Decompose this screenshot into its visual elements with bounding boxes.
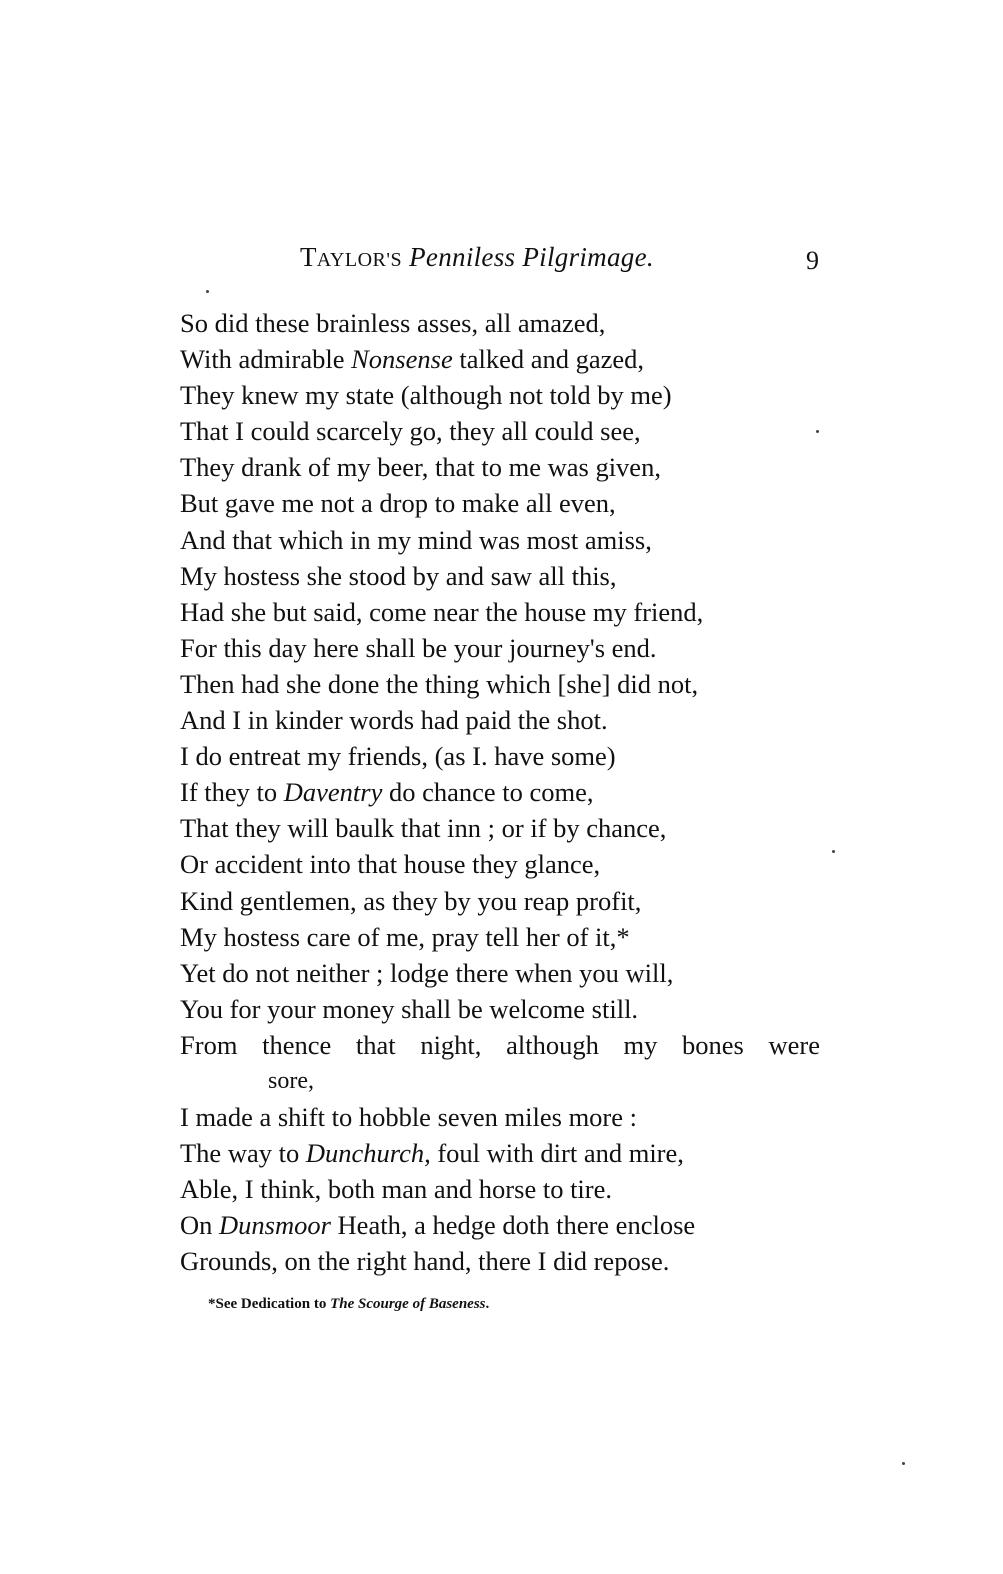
author-initial: T: [300, 242, 317, 272]
poem-line-text: Yet do not neither ; lodge there when you will,: [180, 957, 674, 988]
poem-line-text: From thence that night, although my bones were: [180, 1029, 820, 1060]
poem-line-text: That I could scarcely go, they all could see,: [180, 416, 641, 447]
poem-line-text: That they will baulk that inn ; or if by chance,: [180, 813, 667, 844]
poem-line: [180, 630, 830, 666]
poem-line-text: talked and gazed,: [452, 344, 644, 375]
poem-line-text: And that which in my mind was most amiss,: [180, 524, 652, 555]
poem-line: [180, 702, 830, 738]
poem-line-place-name: Dunsmoor: [219, 1210, 331, 1241]
poem-line: [180, 413, 830, 449]
poem-line-text: Had she but said, come near the house my friend,: [180, 596, 704, 627]
poem-line-text: So did these brainless asses, all amazed,: [180, 308, 606, 338]
poem-line: [180, 305, 830, 341]
author-name: AYLOR'S: [316, 249, 403, 271]
poem-line: [180, 1243, 830, 1279]
print-speck: [206, 290, 209, 293]
poem-line: [180, 522, 830, 558]
poem-line: [180, 955, 830, 991]
page-number: 9: [806, 246, 819, 275]
poem-line-text: For this day here shall be your journey's end.: [180, 632, 657, 663]
poem-line-text: Grounds, on the right hand, there I did repose.: [180, 1246, 670, 1277]
poem-line: [180, 991, 830, 1027]
book-title: Penniless Pilgrimage.: [409, 242, 654, 272]
poem-line: [180, 485, 830, 521]
footnote-title: The Scourge of Baseness: [330, 1296, 486, 1312]
poem-line-text: I do entreat my friends, (as I. have some): [180, 741, 616, 772]
poem-line: [180, 774, 830, 810]
poem-line-text: foul with dirt and mire,: [430, 1138, 684, 1169]
poem-line: [180, 810, 830, 846]
poem-line-place-name: Daventry: [283, 777, 383, 808]
poem-line: [180, 594, 830, 630]
poem-line: [180, 1171, 830, 1207]
poem-line: [180, 1027, 830, 1063]
poem-verse: [180, 305, 830, 1280]
poem-line-place-name: Nonsense: [351, 344, 453, 375]
poem-line-place-name: Dunchurch,: [305, 1138, 431, 1169]
poem-line: [180, 666, 830, 702]
poem-line-text: My hostess care of me, pray tell her of it,*: [180, 921, 630, 952]
poem-line-text: do chance to come,: [382, 777, 594, 808]
poem-line-text: You for your money shall be welcome still.: [180, 993, 639, 1024]
poem-line-text: Then had she done the thing which [she] did not,: [180, 668, 699, 699]
poem-line: [180, 341, 830, 377]
poem-line-text: Or accident into that house they glance,: [180, 849, 601, 880]
footnote-prefix: *See Dedication to: [208, 1296, 331, 1312]
poem-line: [180, 883, 830, 919]
poem-line-justified: [180, 1027, 820, 1063]
poem-line: [180, 738, 830, 774]
poem-line: [180, 1063, 830, 1099]
poem-line: [180, 377, 830, 413]
poem-line: [180, 449, 830, 485]
poem-line: [180, 558, 830, 594]
poem-line: [180, 1207, 830, 1243]
poem-line-text: Able, I think, both man and horse to tire.: [180, 1174, 613, 1205]
poem-line-text: But gave me not a drop to make all even,: [180, 488, 616, 519]
poem-line-text: If they to: [180, 777, 284, 808]
poem-line-text: With admirable: [180, 344, 352, 375]
poem-line: [180, 846, 830, 882]
footnote: [208, 1296, 489, 1313]
print-speck: [902, 1462, 905, 1465]
poem-line-text: The way to: [180, 1138, 306, 1169]
poem-line: [180, 1135, 830, 1171]
print-speck: [832, 850, 835, 853]
print-speck: [816, 430, 819, 433]
poem-line-text: And I in kinder words had paid the shot.: [180, 705, 608, 736]
poem-line-text: sore,: [268, 1067, 314, 1094]
poem-line-text: They drank of my beer, that to me was given,: [180, 452, 661, 483]
poem-line-text: My hostess she stood by and saw all this,: [180, 560, 617, 591]
poem-line: [180, 919, 830, 955]
footnote-suffix: .: [485, 1296, 490, 1312]
poem-line-text: Heath, a hedge doth there enclose: [330, 1210, 696, 1241]
poem-line-text: On: [180, 1210, 220, 1241]
poem-line: [180, 1099, 830, 1135]
poem-line-text: I made a shift to hobble seven miles more :: [180, 1102, 638, 1133]
poem-line-text: They knew my state (although not told by me): [180, 380, 672, 411]
running-head: [300, 242, 654, 273]
poem-line-text: Kind gentlemen, as they by you reap profit,: [180, 885, 642, 916]
